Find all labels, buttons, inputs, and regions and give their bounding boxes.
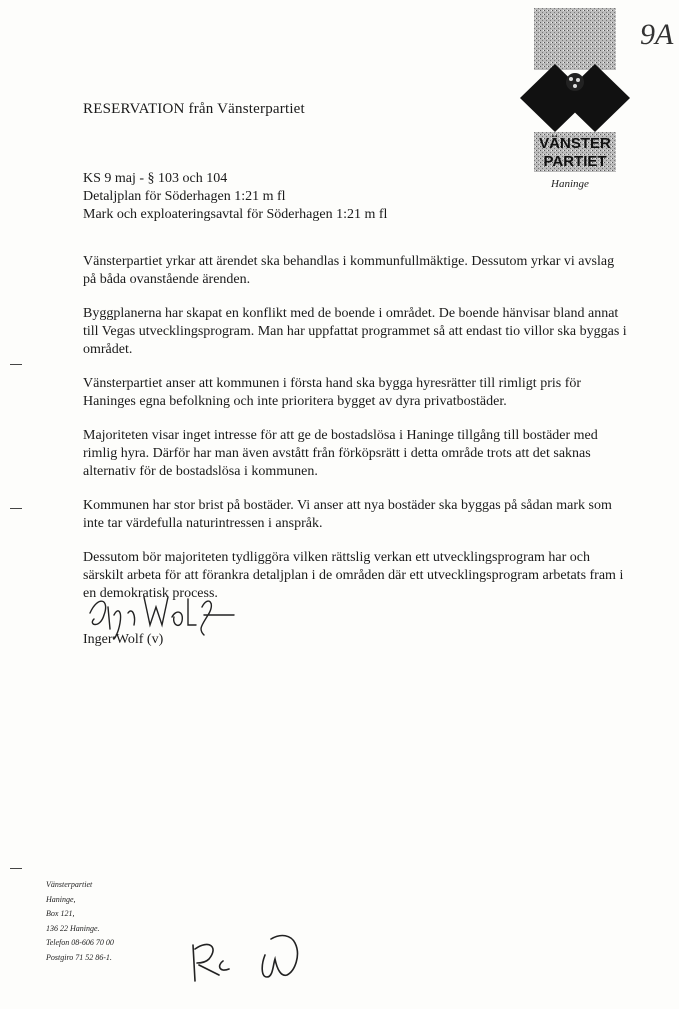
logo-line-2: PARTIET bbox=[543, 153, 607, 170]
footer-line: Telefon 08-606 70 00 bbox=[46, 938, 114, 947]
logo-caption: Haninge bbox=[551, 178, 589, 190]
sender-address bbox=[46, 878, 114, 965]
handwritten-page-mark: 9A bbox=[640, 18, 674, 51]
margin-mark bbox=[10, 868, 22, 869]
document-title: RESERVATION från Vänsterpartiet bbox=[83, 101, 305, 117]
logo-line-1: VÄNSTER bbox=[539, 135, 611, 152]
paragraph: Vänsterpartiet anser att kommunen i första hand ska bygga hyresrätter till rimligt pris för Haninges egna befolkning och inte prioritera bygget av dyra privatbostäder. bbox=[83, 376, 582, 409]
handwritten-initials bbox=[185, 925, 335, 985]
agenda-heading: KS 9 maj - § 103 och 104 bbox=[83, 171, 228, 186]
agenda-item-2: Mark och exploateringsavtal för Söderhagen 1:21 m fl bbox=[83, 207, 388, 222]
footer-line: Vänsterpartiet bbox=[46, 880, 93, 889]
margin-mark bbox=[10, 364, 22, 365]
footer-line: Haninge, bbox=[46, 894, 76, 904]
paragraph: Majoriteten visar inget intresse för att ge de bostadslösa i Haninge tillgång till bostäder med rimlig hyra. Därför har man även avstått från förköpsrätt i detta område trots att det saknas alternativ för de bostadslösa i kommunen. bbox=[83, 428, 598, 479]
vansterpartiet-logo bbox=[520, 6, 630, 181]
margin-mark bbox=[10, 508, 22, 509]
agenda-reference bbox=[83, 170, 387, 224]
footer-line: 136 22 Haninge. bbox=[46, 923, 100, 933]
paragraph: Kommunen har stor brist på bostäder. Vi anser att nya bostäder ska byggas på sådan mark som inte tar värdefulla naturintressen i anspråk. bbox=[83, 498, 612, 531]
paragraph: Byggplanerna har skapat en konflikt med de boende i området. De boende hänvisar bland annat till Vegas utvecklingsprogram. Man har uppfattat programmet så att endast tio villor ska byggas i området. bbox=[83, 306, 627, 357]
document-body bbox=[83, 253, 628, 619]
footer-line: Box 121, bbox=[46, 909, 75, 918]
paragraph: Vänsterpartiet yrkar att ärendet ska behandlas i kommunfullmäktige. Dessutom yrkar vi avslag på båda ovanstående ärenden. bbox=[83, 254, 615, 287]
signatory-name: Inger Wolf (v) bbox=[83, 632, 164, 647]
paragraph: Dessutom bör majoriteten tydliggöra vilken rättslig verkan ett utvecklingsprogram har och särskilt arbeta för att förankra detaljplan i de områden där ett utvecklingsprogram arbetats fram i en demokratisk process. bbox=[83, 550, 624, 601]
footer-line: Postgiro 71 52 86-1. bbox=[46, 952, 112, 962]
agenda-item-1: Detaljplan för Söderhagen 1:21 m fl bbox=[83, 189, 286, 204]
